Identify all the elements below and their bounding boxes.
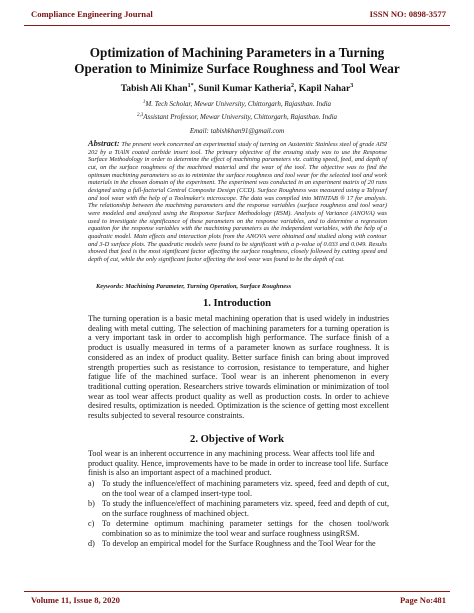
list-text: To develop an empirical model for the Surface Roughness and the Tool Wear for the	[102, 538, 376, 548]
author-name: Sunil Kumar Katheria	[198, 83, 291, 94]
list-marker: b)	[88, 498, 95, 508]
affiliation-sup: 2,3	[136, 113, 144, 118]
abstract-text: The present work concerned an experimental study of turning on Austenitic Stainless steel of grade AISI 202 by a TiAlN coated carbide insert tool. The primary objective of the ensuing study was to use the Response Surface Methodology in order to determine the effect of machining parameters viz. cutting speed, feed, and depth of cut, on the surface roughness of the machined material and the wear of the tool. The objective was to find the optimum machining parameters so as to minimize the surface roughness and tool wear for the selected tool and work materials in the chosen domain of the experiment. The experiment was conducted in an experiment matrix of 20 runs designed using a full-factorial Central Composite Design (CCD). Surface Roughness was measured using a Talysurf and tool wear with the help of a Toolmaker's microscope. The data was compiled into MINITAB ® 17 for analysis. The relationship between the machining parameters and the response variables (surface roughness and tool wear) were modeled and analyzed using the Response Surface Methodology (RSM). Analysis of Variance (ANOVA) was used to investigate the significance of these parameters on the response variables, and to determine a regression equation for the response variables with the machining parameters as the independent variables, with the help of a quadratic model. Main effects and interaction plots from the ANOVA were obtained and studied along with contour and 3-D surface plots. The quadratic models were found to be significant with a p-value of 0.033 and 0.049. Results showed that feed is the most significant factor affecting the surface roughness, closely followed by cutting speed and depth of cut, while the only significant factor affecting the tool wear was found to be the depth of cut.	[88, 141, 387, 263]
objective-paragraph: Tool wear is an inherent occurrence in any machining process. Wear affects tool life and product quality. Hence, improvements have to be made in order to increase tool life. Surface finish is also an important aspect of a machined product.	[88, 449, 389, 478]
list-text: To study the influence/effect of machining parameters viz. speed, feed and depth of cut, on the surface roughness of machined object.	[102, 498, 389, 518]
volume-issue: Volume 11, Issue 8, 2020	[31, 595, 120, 605]
list-text: To study the influence/effect of machining parameters viz. speed, feed and depth of cut, on the tool wear of a clamped insert-type tool.	[102, 479, 389, 498]
journal-name: Compliance Engineering Journal	[31, 9, 153, 19]
introduction-paragraph: The turning operation is a basic metal machining operation that is used widely in industries dealing with metal cutting. The selection of machining parameters for a turning operation is a very important task in order to accomplish high performance. The surface finish of a product is usually measured in terms of a parameter known as surface roughness. It is considered as an index of product quality. Better surface finish can bring about improved strength properties such as resistance to corrosion, resistance to temperature, and higher fatigue life of the machined surface. Tool wear is an inherent phenomenon in every traditional cutting operation. Researchers strive towards elimination or minimization of tool wear as tool wear affects product quality as well as production costs. In order to achieve desired results, optimization is needed. Optimization is the science of getting most excellent results subjected to several resource constraints.	[88, 314, 389, 421]
list-item	[88, 499, 389, 518]
list-item	[88, 539, 389, 549]
issn-number: ISSN NO: 0898-3577	[369, 9, 446, 19]
objective-list	[88, 479, 389, 549]
author-name: Tabish Ali Khan	[120, 83, 188, 94]
list-marker: a)	[88, 479, 95, 488]
author-email: Email: tabishkhan91@gmail.com	[189, 127, 285, 135]
affiliation	[40, 113, 434, 121]
list-text: To determine optimum machining parameter settings for the chosen tool/work combination so as to minimize the tool wear and surface roughness usingRSM.	[102, 518, 389, 538]
keywords: Keywords: Machining Parameter, Turning Operation, Surface Roughness	[96, 283, 292, 290]
list-marker: c)	[88, 518, 95, 528]
list-marker: d)	[88, 538, 95, 548]
affiliation	[40, 100, 434, 108]
header-rule	[24, 25, 450, 26]
abstract-label: Abstract:	[88, 139, 120, 148]
footer-rule	[24, 591, 450, 592]
page-number: Page No:481	[399, 595, 446, 605]
affiliation-text: Assistant Professor, Mewar University, Chittorgarh, Rajasthan. India	[143, 113, 338, 121]
section-heading-objective: 2. Objective of Work	[190, 434, 284, 445]
abstract	[88, 140, 387, 264]
author-line: Tabish Ali Khan$^{1*}$, Sunil Kumar Katheria$^2$, Kapil Nahar$^3$	[120, 83, 354, 94]
affiliation-text: M. Tech Scholar, Mewar University, Chittorgarh, Rajasthan. India	[145, 100, 332, 108]
paper-title: Optimization of Machining Parameters in a Turning Operation to Minimize Surface Roughness and Tool Wear	[74, 45, 400, 76]
affiliation-sup: 1	[142, 100, 146, 105]
list-item	[88, 479, 389, 498]
author-sup: 1*	[187, 83, 194, 89]
section-heading-introduction: 1. Introduction	[202, 298, 272, 309]
author-name: Kapil Nahar	[298, 83, 351, 94]
author-sup: 2	[290, 83, 294, 89]
list-item	[88, 519, 389, 538]
author-sup: 3	[350, 83, 354, 89]
